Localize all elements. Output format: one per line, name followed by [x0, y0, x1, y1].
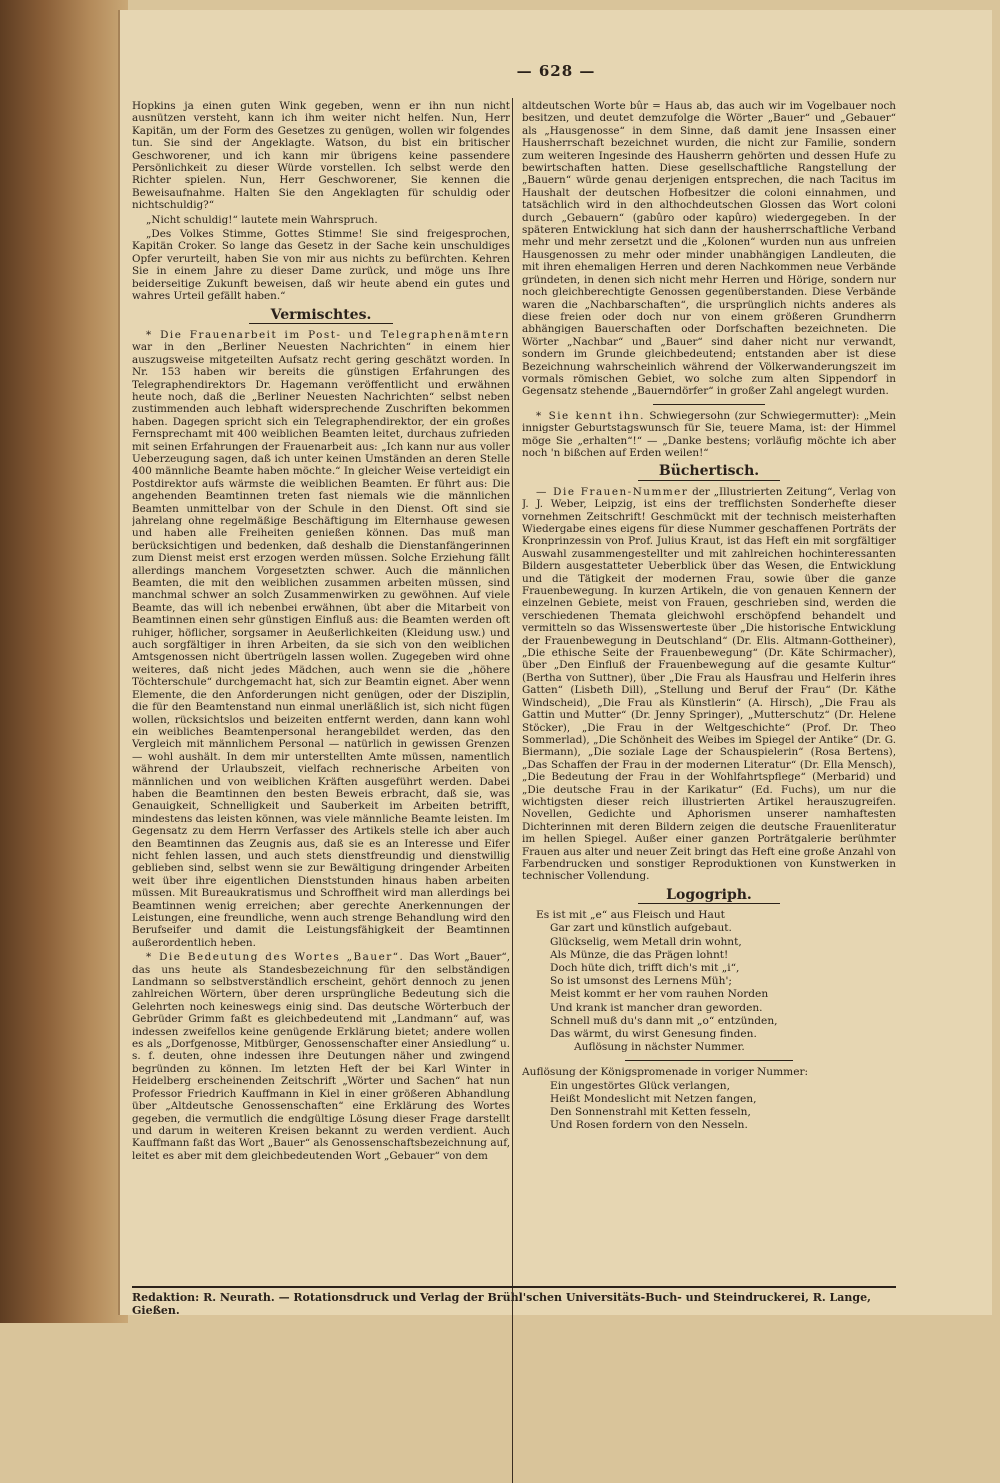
article-joke — [522, 410, 896, 460]
story-continuation: Hopkins ja einen guten Wink gegeben, wenn er ihn nun nicht ausnützen versteht, kann ich ihm weiter nicht helfen. Nun, Herr Kapitän, um der Form des Gesetzes zu genügen, wollen wir folgendes tun. Sie sind der Angeklagte. Watson, du bist ein britischer Geschworener, und ich kann mir übrigens keine passendere Persönlichkeit zu dieser Würde vorstellen. Ich selbst werde den Richter spielen. Nun, Herr Geschworener, Sie kennen die Beweisaufnahme. Halten Sie den Angeklagten für schuldig oder nichtschuldig?“ — [132, 100, 510, 212]
short-rule — [653, 404, 765, 405]
article-bauer — [132, 951, 510, 1162]
logogriph-poem — [522, 909, 896, 1054]
poem-line: Gar zart und künstlich aufgebaut. — [550, 922, 732, 935]
section-title-logogriph: Logogriph. — [666, 886, 752, 903]
poem-line: Und krank ist mancher dran geworden. — [550, 1001, 763, 1014]
imprint-footer: Redaktion: R. Neurath. — Rotationsdruck und Verlag der Brühl'schen Universitäts-Buch- und Steindruckerei, R. Lange, Gießen. — [132, 1286, 896, 1317]
article-lead: * Sie kennt ihn. — [536, 409, 645, 422]
book-spine-edge — [0, 0, 128, 1323]
poem-line: Es ist mit „e“ aus Fleisch und Haut — [536, 909, 725, 922]
solution-line: Ein ungestörtes Glück verlangen, — [550, 1079, 730, 1092]
article-lead: * Die Bedeutung des Wortes „Bauer“. — [146, 951, 405, 964]
page-number: — 628 — — [516, 62, 596, 80]
left-column — [132, 100, 510, 1280]
column-divider — [512, 98, 513, 1483]
solution-heading: Auflösung der Königspromenade in voriger Nummer: — [522, 1066, 809, 1079]
newspaper-page — [118, 10, 992, 1315]
previous-solution — [522, 1066, 896, 1132]
poem-line: Das wärmt, du wirst Genesung finden. — [550, 1028, 757, 1041]
section-rule — [638, 903, 780, 904]
poem-line: Meist kommt er her vom rauhen Norden — [550, 988, 769, 1001]
article-frauen-nummer — [522, 486, 896, 883]
section-title-vermischtes: Vermischtes. — [270, 306, 372, 323]
poem-line: Glückselig, wem Metall drin wohnt, — [550, 935, 742, 948]
story-ending: „Des Volkes Stimme, Gottes Stimme! Sie sind freigesprochen, Kapitän Croker. So lange das Gesetz in der Sache kein unschuldiges Opfer verurteilt, haben Sie von mir aus nichts zu befürchten. Kehren Sie in einem Jahre zu dieser Dame zurück, und möge uns Ihre beiderseitige Zukunft beweisen, daß wir heute abend ein gutes und wahres Urteil gefällt haben.“ — [132, 228, 510, 303]
article-body: der „Illustrierten Zeitung“, Verlag von J. J. Weber, Leipzig, ist eins der trefflichsten Sonderhefte dieser vornehmen Zeitschrift! Geschmückt mit der technisch meisterhaften Wiedergabe eines eigens für diese Nummer geschaffenen Porträts der Kronprinzessin von Prof. Julius Kraut, ist das Heft ein mit sorgfältiger Auswahl zusammengestellter und mit zahlreichen hochinteressanten Bildern ausgestatteter Ueberblick über das Wesen, die Entwicklung und die Tätigkeit der modernen Frau, sowie über die ganze Frauenbewegung. In kurzen Artikeln, die von genauen Kennern der einzelnen Gebiete, meist von Frauen, geschrieben sind, werden die verschiedenen Themata gleichwohl erschöpfend behandelt und vermitteln so das Wissenswerteste über „Die historische Entwicklung der Frauenbewegung in Deutschland“ (Dr. Elis. Altmann-Gottheiner), „Die ethische Seite der Frauenbewegung“ (Dr. Käte Schirmacher), über „Den Einfluß der Frauenbewegung auf die gesamte Kultur“ (Bertha von Suttner), über „Die Frau als Hausfrau und Helferin ihres Gatten“ (Lisbeth Dill), „Stellung und Beruf der Frau“ (Dr. Käthe Windscheid), „Die Frau als Künstlerin“ (A. Hirsch), „Die Frau als Gattin und Mutter“ (Dr. Jenny Springer), „Mutterschutz“ (Dr. Helene Stöcker), „Die Frau in der Weltgeschichte“ (Prof. Dr. Theo Sommerlad), „Die Schönheit des Weibes im Spiegel der Antike“ (Dr. G. Biermann), „Die soziale Lage der Schauspielerin“ (Rosa Bertens), „Das Schaffen der Frau in der modernen Literatur“ (Dr. Ella Mensch), „Die Bedeutung der Frau in der Wohlfahrtspflege“ (Merbarid) und „Die deutsche Frau in der Karikatur“ (Ed. Fuchs), um nur die wichtigsten dieser reich illustrierten Artikel herauszugreifen. Novellen, Gedichte und Aphorismen unserer namhaftesten Dichterinnen mit deren Bildern zeigen die deutsche Frauenliteratur im hellen Spiegel. Außer einer ganzen Porträtgalerie berühmter Frauen aus alter und neuer Zeit bringt das Heft eine große Anzahl von Farbendrucken und sonstiger Reproduktionen von Kunstwerken in technischer Vollendung. — [522, 485, 896, 883]
article-body: Das Wort „Bauer“, das uns heute als Standesbezeichnung für den selbständigen Landmann so selbstverständlich erscheint, gehört dennoch zu jenen zahlreichen Wörtern, über deren ursprüngliche Bedeutung sich die Gelehrten noch keineswegs einig sind. Das deutsche Wörterbuch der Gebrüder Grimm faßt es gleichbedeutend mit „Landmann“ auf, was indessen zweifellos keine genügende Erklärung bietet; andere wollen es als „Dorfgenosse, Mitbürger, Genossenschafter einer Ansiedlung“ u. s. f. deuten, ohne indessen ihre Deutungen näher und zwingend begründen zu können. Im letzten Heft der bei Karl Winter in Heidelberg erscheinenden Zeitschrift „Wörter und Sachen“ hat nun Professor Friedrich Kauffmann in Kiel in einer größeren Abhandlung über „Altdeutsche Genossenschaften“ eine Erklärung des Wortes gegeben, die vermutlich die endgültige Lösung dieser Frage darstellt und darum in weiteren Kreisen bekannt zu werden verdient. Auch Kauffmann faßt das Wort „Bauer“ als Genossenschaftsbezeichnung auf, leitet es aber mit dem gleichbedeutenden Wort „Gebauer“ von dem — [132, 951, 510, 1162]
poem-line: Doch hüte dich, trifft dich's mit „i“, — [550, 962, 740, 974]
article-body: Schwiegersohn (zur Schwiegermutter): „Mein innigster Geburtstagswunsch für Sie, teuere Mama, ist: der Himmel möge Sie „erhalten“!“ — „Danke bestens; vorläufig möchte ich aber noch 'n bißchen auf Erden weilen!“ — [522, 409, 896, 459]
section-rule — [638, 480, 780, 481]
article-frauenarbeit — [132, 329, 510, 949]
poem-line: So ist umsonst des Lernens Müh'; — [550, 975, 732, 988]
solution-line: Den Sonnenstrahl mit Ketten fesseln, — [550, 1106, 751, 1119]
solution-line: Heißt Mondeslicht mit Netzen fangen, — [550, 1092, 757, 1105]
article-bauer-continued: altdeutschen Worte bûr = Haus ab, das auch wir im Vogelbauer noch besitzen, und deutet demzufolge die Wörter „Bauer“ und „Gebauer“ als „Hausgenosse“ in dem Sinne, daß damit jene Insassen einer Hausherrschaft bezeichnet wurden, die nicht zur Familie, sondern zum weiteren Ingesinde des Hausherrn gehörten und dessen Hufe zu bewirtschaften hatten. Diese gesellschaftliche Rangstellung der „Bauern“ würde genau derjenigen entsprechen, die nach Tacitus im Haushalt der deutschen Hofbesitzer die coloni einnahmen, und tatsächlich wird in den althochdeutschen Glossen das Wort coloni durch „Gebauern“ (gabûro oder kapûro) wiedergegeben. In der späteren Entwicklung hat sich dann der hausherrschaftliche Verband mehr und mehr zersetzt und die „Kolonen“ wurden nun aus unfreien Hausgenossen zu mehr oder minder unabhängigen Landleuten, die mit ihren ehemaligen Herren und deren Nachkommen neue Verbände gründeten, in denen sich nicht mehr Herren und Hörige, sondern nur noch gleichberechtigte Genossen gegenüberstanden. Diese Verbände waren die „Nachbarschaften“, die ursprünglich nichts anderes als diese freien oder doch nur von einem größeren Grundherrn abhängigen Bauerschaften oder Dorfschaften bezeichneten. Die Wörter „Nachbar“ und „Bauer“ sind daher nicht nur verwandt, sondern im Grunde gleichbedeutend; entstanden aber ist diese Bezeichnung wahrscheinlich während der Völkerwanderungszeit im vormals römischen Gebiet, wo solche zum alten Sippendorf in Gegensatz stehende „Bauerndörfer“ in großer Zahl angelegt wurden. — [522, 100, 896, 398]
article-lead: * Die Frauenarbeit im Post- und Telegraphenämtern — [146, 328, 510, 341]
section-rule — [249, 323, 393, 324]
short-rule — [625, 1060, 793, 1061]
solution-line: Und Rosen fordern von den Nesseln. — [550, 1119, 748, 1132]
poem-solution-note: Auflösung in nächster Nummer. — [574, 1041, 745, 1054]
article-body: war in den „Berliner Neuesten Nachrichten“ in einem hier auszugsweise mitgeteilten Aufsatz recht gering geschätzt worden. In Nr. 153 haben wir bereits die günstigen Erfahrungen des Telegraphendirektors Dr. Hagemann veröffentlicht und erwähnen heute noch, daß die „Berliner Neuesten Nachrichten“ selbst neben zustimmenden auch lebhaft widersprechende Zuschriften bekommen haben. Dagegen spricht sich ein Telegraphendirektor, der ein großes Fernsprechamt mit 400 weiblichen Beamten leitet, durchaus zufrieden mit seinen Erfahrungen der Frauenarbeit aus: „Ich kann nur aus voller Ueberzeugung sagen, daß ich unter keinen Umständen an deren Stelle 400 männliche Beamte haben möchte.“ In gleicher Weise verteidigt ein Postdirektor aufs wärmste die weiblichen Beamten. Er führt aus: Die angehenden Beamtinnen treten fast niemals wie die männlichen Beamten unmittelbar von der Schule in den Dienst. Oft sind sie jahrelang ohne regelmäßige Beschäftigung im Elternhause gewesen und haben alle Freiheiten genießen können. Das muß man berücksichtigen und bedenken, daß deshalb die Dienstanfängerinnen zum Dienst meist erst erzogen werden müssen. Solche Erziehung fällt allerdings manchem Vorgesetzten schwer. Auch die männlichen Beamten, die mit den weiblichen zusammen arbeiten müssen, sind manchmal schwer an solch Zusammenwirken zu gewöhnen. Auf viele Beamte, das will ich nebenbei erwähnen, übt aber die Mitarbeit von Beamtinnen einen sehr günstigen Einfluß aus: die Beamten werden oft ruhiger, höflicher, sorgsamer in Aeußerlichkeiten (Kleidung usw.) und auch sorgfältiger in ihren Arbeiten, da sie sich von den weiblichen Amtsgenossen nicht übertrügeln lassen wollen. Zugegeben wird ohne weiteres, daß nicht jedes Mädchen, auch wenn sie die „höhere Töchterschule“ durchgemacht hat, sich zur Beamtin eignet. Aber wenn Elemente, die den Anforderungen nicht genügen, oder der Disziplin, die für den Beamtenstand nun einmal unerläßlich ist, sich nicht fügen wollen, rücksichtslos und beizeiten entfernt werden, dann kann wohl ein weibliches Beamtenpersonal herangebildet werden, das den Vergleich mit männlichem Personal — natürlich in gewissen Grenzen — wohl aushält. In dem mir unterstellten Amte müssen, namentlich während der Urlaubszeit, vielfach rechnerische Arbeiten von männlichen und von weiblichen Kräften ausgeführt werden. Dabei haben die Beamtinnen den besten Beweis erbracht, daß sie, was Genauigkeit, Schnelligkeit und Sauberkeit im Arbeiten betrifft, mindestens das leisten können, was viele männliche Beamte leisten. Im Gegensatz zu dem Herrn Verfasser des Artikels stelle ich aber auch den Beamtinnen das Zeugnis aus, daß sie es an Interesse und Eifer nicht fehlen lassen, und auch stets dienstfreundig und dienstwillig geblieben sind, selbst wenn sie zur Bewältigung dringender Arbeiten weit über ihre eigentlichen Dienststunden hinaus haben arbeiten müssen. Mit Bureaukratismus und Schroffheit wird man allerdings bei Beamtinnen wenig erreichen; aber gerechte Anerkennungen der Leistungen, eine freundliche, wenn auch strenge Behandlung wird den Berufseifer und damit die Leistungsfähigkeit der Beamtinnen außerordentlich heben. — [132, 341, 510, 949]
poem-line: Als Münze, die das Prägen lohnt! — [550, 948, 729, 961]
poem-line: Schnell muß du's dann mit „o“ entzünden, — [550, 1014, 778, 1027]
right-column — [522, 100, 896, 1280]
story-verdict: „Nicht schuldig!“ lautete mein Wahrspruch. — [146, 213, 378, 226]
article-lead: — Die Frauen-Nummer — [536, 485, 689, 498]
section-title-buechertisch: Büchertisch. — [658, 463, 760, 480]
